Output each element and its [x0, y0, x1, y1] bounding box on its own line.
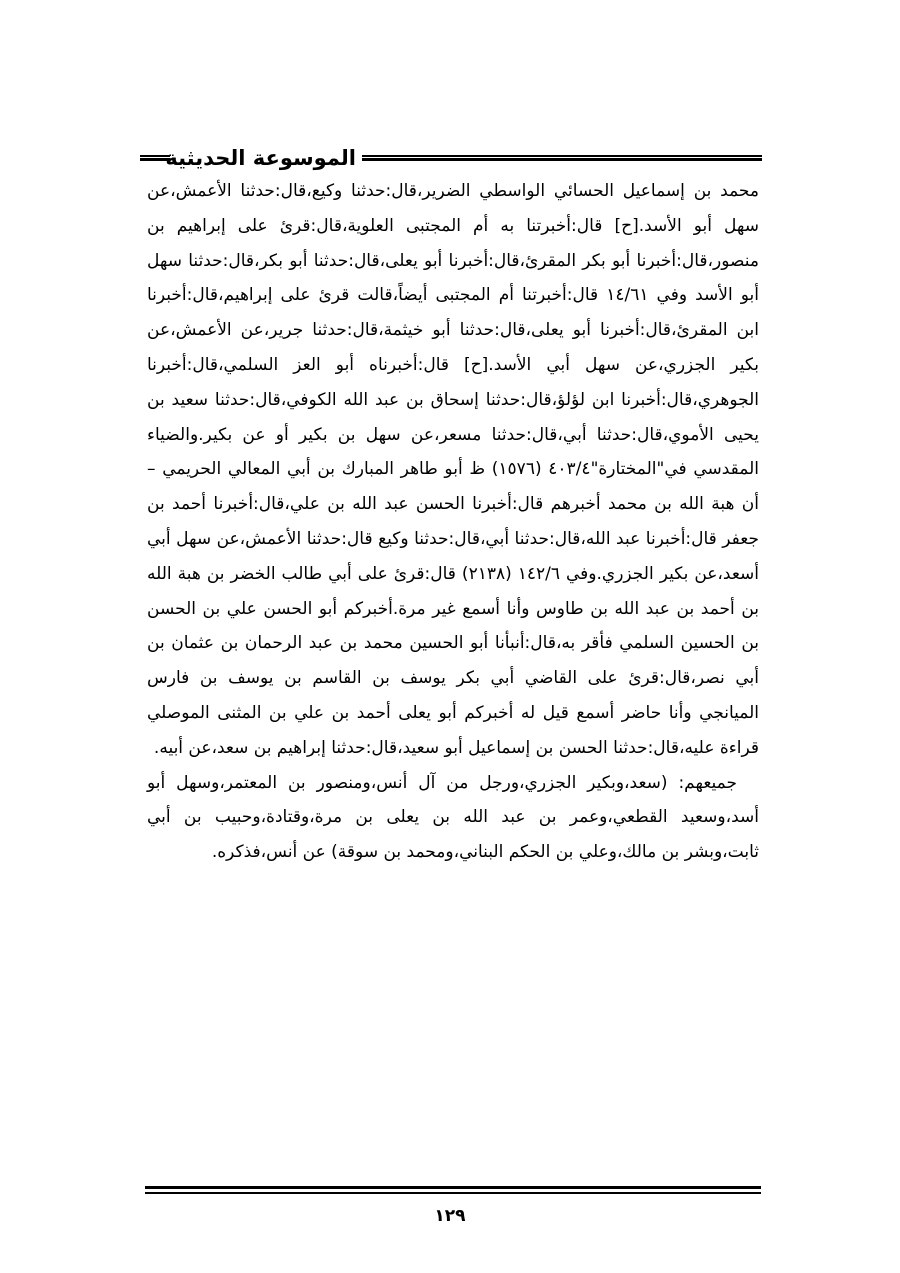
header-rule-right: [362, 155, 762, 161]
running-header: [140, 140, 762, 176]
paragraph-2: جميعهم: (سعد،وبكير الجزري،ورجل من آل أنس،ومنصور بن المعتمر،وسهل أبو أسد،وسعيد القطعي،وعمر بن عبد الله بن يعلى بن مرة،وقتادة،وحبيب بن أبي ثابت،وبشر بن مالك،وعلي بن الحكم البناني،ومحمد بن سوقة) عن أنس،فذكره.: [147, 772, 759, 863]
page-number: ١٢٩: [434, 1206, 466, 1226]
body-text: [147, 174, 759, 870]
paragraph-1: محمد بن إسماعيل الحسائي الواسطي الضرير،قال:حدثنا وكيع،قال:حدثنا الأعمش،عن سهل أبو الأسد.[ح] قال:أخبرتنا به أم المجتبى العلوية،قال:قرئ على إبراهيم بن منصور،قال:أخبرنا أبو بكر المقرئ،قال:أخبرنا أبو يعلى،قال:حدثنا أبو بكر،قال:حدثنا سهل أبو الأسد وفي ١٤/٦١ قال:أخبرتنا أم المجتبى أيضاً،قالت قرئ على إبراهيم،قال:أخبرنا ابن المقرئ،قال:أخبرنا أبو يعلى،قال:حدثنا أبو خيثمة،قال:حدثنا جرير،عن الأعمش،عن بكير الجزري،عن سهل أبي الأسد.[ح] قال:أخبرناه أبو العز السلمي،قال:أخبرنا الجوهري،قال:أخبرنا ابن لؤلؤ،قال:حدثنا إسحاق بن عبد الله الكوفي،قال:حدثنا سعيد بن يحيى الأموي،قال:حدثنا أبي،قال:حدثنا مسعر،عن سهل بن بكير أو عن بكير.والضياء المقدسي في"المختارة"٤٠٣/٤ (١٥٧٦) ظ أبو طاهر المبارك بن أبي المعالي الحريمي –أن هبة الله بن محمد أخبرهم قال:أخبرنا الحسن عبد الله بن علي،قال:أخبرنا أحمد بن جعفر قال:أخبرنا عبد الله،قال:حدثنا أبي،قال:حدثنا وكيع قال:حدثنا الأعمش،عن سهل أبي أسعد،عن بكير الجزري.وفي ١٤٢/٦ (٢١٣٨) قال:قرئ على أبي طالب الخضر بن هبة الله بن أحمد بن عبد الله بن طاوس وأنا أسمع غير مرة.أخبركم أبو الحسن علي بن الحسن بن الحسين السلمي فأقر به،قال:أنبأنا أبو الحسين محمد بن عبد الرحمان بن عثمان بن أبي نصر،قال:قرئ على القاضي أبي بكر يوسف بن القاسم بن يوسف بن فارس الميانجي وأنا حاضر أسمع قيل له أخبركم أبو يعلى أحمد بن علي بن المثنى الموصلي قراءة عليه،قال:حدثنا الحسن بن إسماعيل أبو سعيد،قال:حدثنا إبراهيم بن سعد،عن أبيه.: [147, 181, 759, 758]
header-title: الموسوعة الحديثية: [165, 146, 356, 170]
footer-rule: [145, 1186, 761, 1194]
